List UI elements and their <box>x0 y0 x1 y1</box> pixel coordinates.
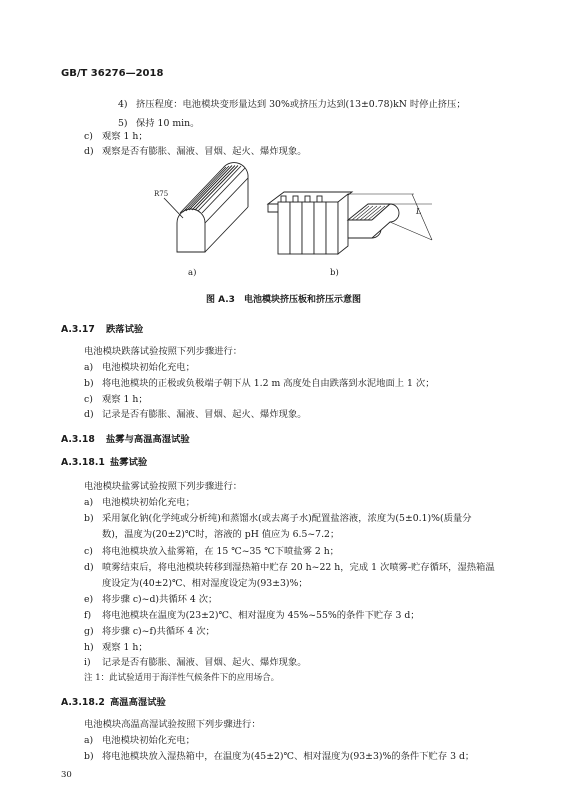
list-marker: d) <box>84 562 94 573</box>
subfigure-b-label: b) <box>330 268 339 278</box>
section-intro: 电池模块跌落试验按照下列步骤进行： <box>84 346 243 357</box>
list-item: 观察 1 h； <box>102 131 148 142</box>
list-item: 将电池模块放入盐雾箱，在 15 ℃~35 ℃下喷盐雾 2 h； <box>102 546 339 557</box>
list-marker: d) <box>84 146 94 157</box>
list-item: 挤压程度：电池模块变形量达到 30%或挤压力达到(13±0.78)kN 时停止挤压； <box>136 99 466 110</box>
section-title: 盐雾与高温高湿试验 <box>106 434 190 445</box>
list-item: 将电池模块放入湿热箱中，在温度为(45±2)℃、相对湿度为(93±3)%的条件下贮存 3 d； <box>102 751 475 762</box>
list-marker: g) <box>84 626 94 637</box>
list-item-continuation: 数)，温度为(20±2)℃时，溶液的 pH 值应为 6.5~7.2； <box>102 529 340 540</box>
section-title: 高温高湿试验 <box>110 697 166 708</box>
list-marker: c) <box>84 131 93 142</box>
figure-b-module-crush <box>264 182 444 267</box>
section-number: A.3.18.2 <box>61 697 105 708</box>
list-marker: a) <box>84 362 94 373</box>
list-item: 电池模块初始化充电； <box>102 362 195 373</box>
section-intro: 电池模块高温高湿试验按照下列步骤进行： <box>84 719 261 730</box>
section-title: 跌落试验 <box>106 324 144 335</box>
subfigure-a-label: a) <box>188 268 197 278</box>
figure-caption: 图 A.3 电池模块挤压板和挤压示意图 <box>206 295 361 305</box>
list-marker: 4) <box>118 99 128 110</box>
list-marker: d) <box>84 409 94 420</box>
list-item: 将电池模块的正极或负极端子朝下从 1.2 m 高度处自由跌落到水泥地面上 1 次； <box>102 378 435 389</box>
length-label: L <box>416 207 422 216</box>
list-marker: b) <box>84 751 94 762</box>
list-item: 电池模块初始化充电； <box>102 497 195 508</box>
radius-label: R75 <box>154 190 169 198</box>
list-marker: b) <box>84 513 94 524</box>
list-item: 喷雾结束后，将电池模块转移到湿热箱中贮存 20 h~22 h，完成 1 次喷雾-贮存循环，湿热箱温 <box>102 562 495 573</box>
list-item: 观察 1 h； <box>102 394 148 405</box>
list-marker: i) <box>84 657 91 668</box>
section-number: A.3.18 <box>61 434 95 445</box>
section-number: A.3.18.1 <box>61 457 105 468</box>
list-item: 观察 1 h； <box>102 642 148 653</box>
list-marker: c) <box>84 546 93 557</box>
list-marker: h) <box>84 642 94 653</box>
section-intro: 电池模块盐雾试验按照下列步骤进行： <box>84 481 243 492</box>
list-item: 记录是否有膨胀、漏液、冒烟、起火、爆炸现象。 <box>102 409 307 420</box>
list-item: 将电池模块在温度为(23±2)℃、相对湿度为 45%~55%的条件下贮存 3 d； <box>102 610 420 621</box>
list-marker: a) <box>84 735 94 746</box>
list-marker: e) <box>84 594 94 605</box>
list-item-continuation: 度设定为(40±2)℃、相对湿度设定为(93±3)%； <box>102 578 308 589</box>
list-item: 保持 10 min。 <box>136 118 200 129</box>
note: 注 1：此试验适用于海洋性气候条件下的应用场合。 <box>84 673 280 683</box>
figure-a-extrusion-plate <box>150 160 260 260</box>
list-item: 观察是否有膨胀、漏液、冒烟、起火、爆炸现象。 <box>102 146 307 157</box>
section-number: A.3.17 <box>61 324 95 335</box>
section-title: 盐雾试验 <box>110 457 148 468</box>
list-marker: 5) <box>118 118 128 129</box>
list-marker: f) <box>84 610 92 621</box>
page-number: 30 <box>61 770 72 780</box>
standard-code: GB/T 36276—2018 <box>61 68 164 79</box>
list-marker: b) <box>84 378 94 389</box>
list-item: 记录是否有膨胀、漏液、冒烟、起火、爆炸现象。 <box>102 657 307 668</box>
list-item: 电池模块初始化充电； <box>102 735 195 746</box>
list-marker: a) <box>84 497 94 508</box>
list-item: 将步骤 c)~d)共循环 4 次； <box>102 594 218 605</box>
list-marker: c) <box>84 394 93 405</box>
list-item: 采用氯化钠(化学纯或分析纯)和蒸馏水(或去离子水)配置盐溶液，浓度为(5±0.1)%(质量分 <box>102 513 472 524</box>
list-item: 将步骤 c)~f)共循环 4 次； <box>102 626 215 637</box>
